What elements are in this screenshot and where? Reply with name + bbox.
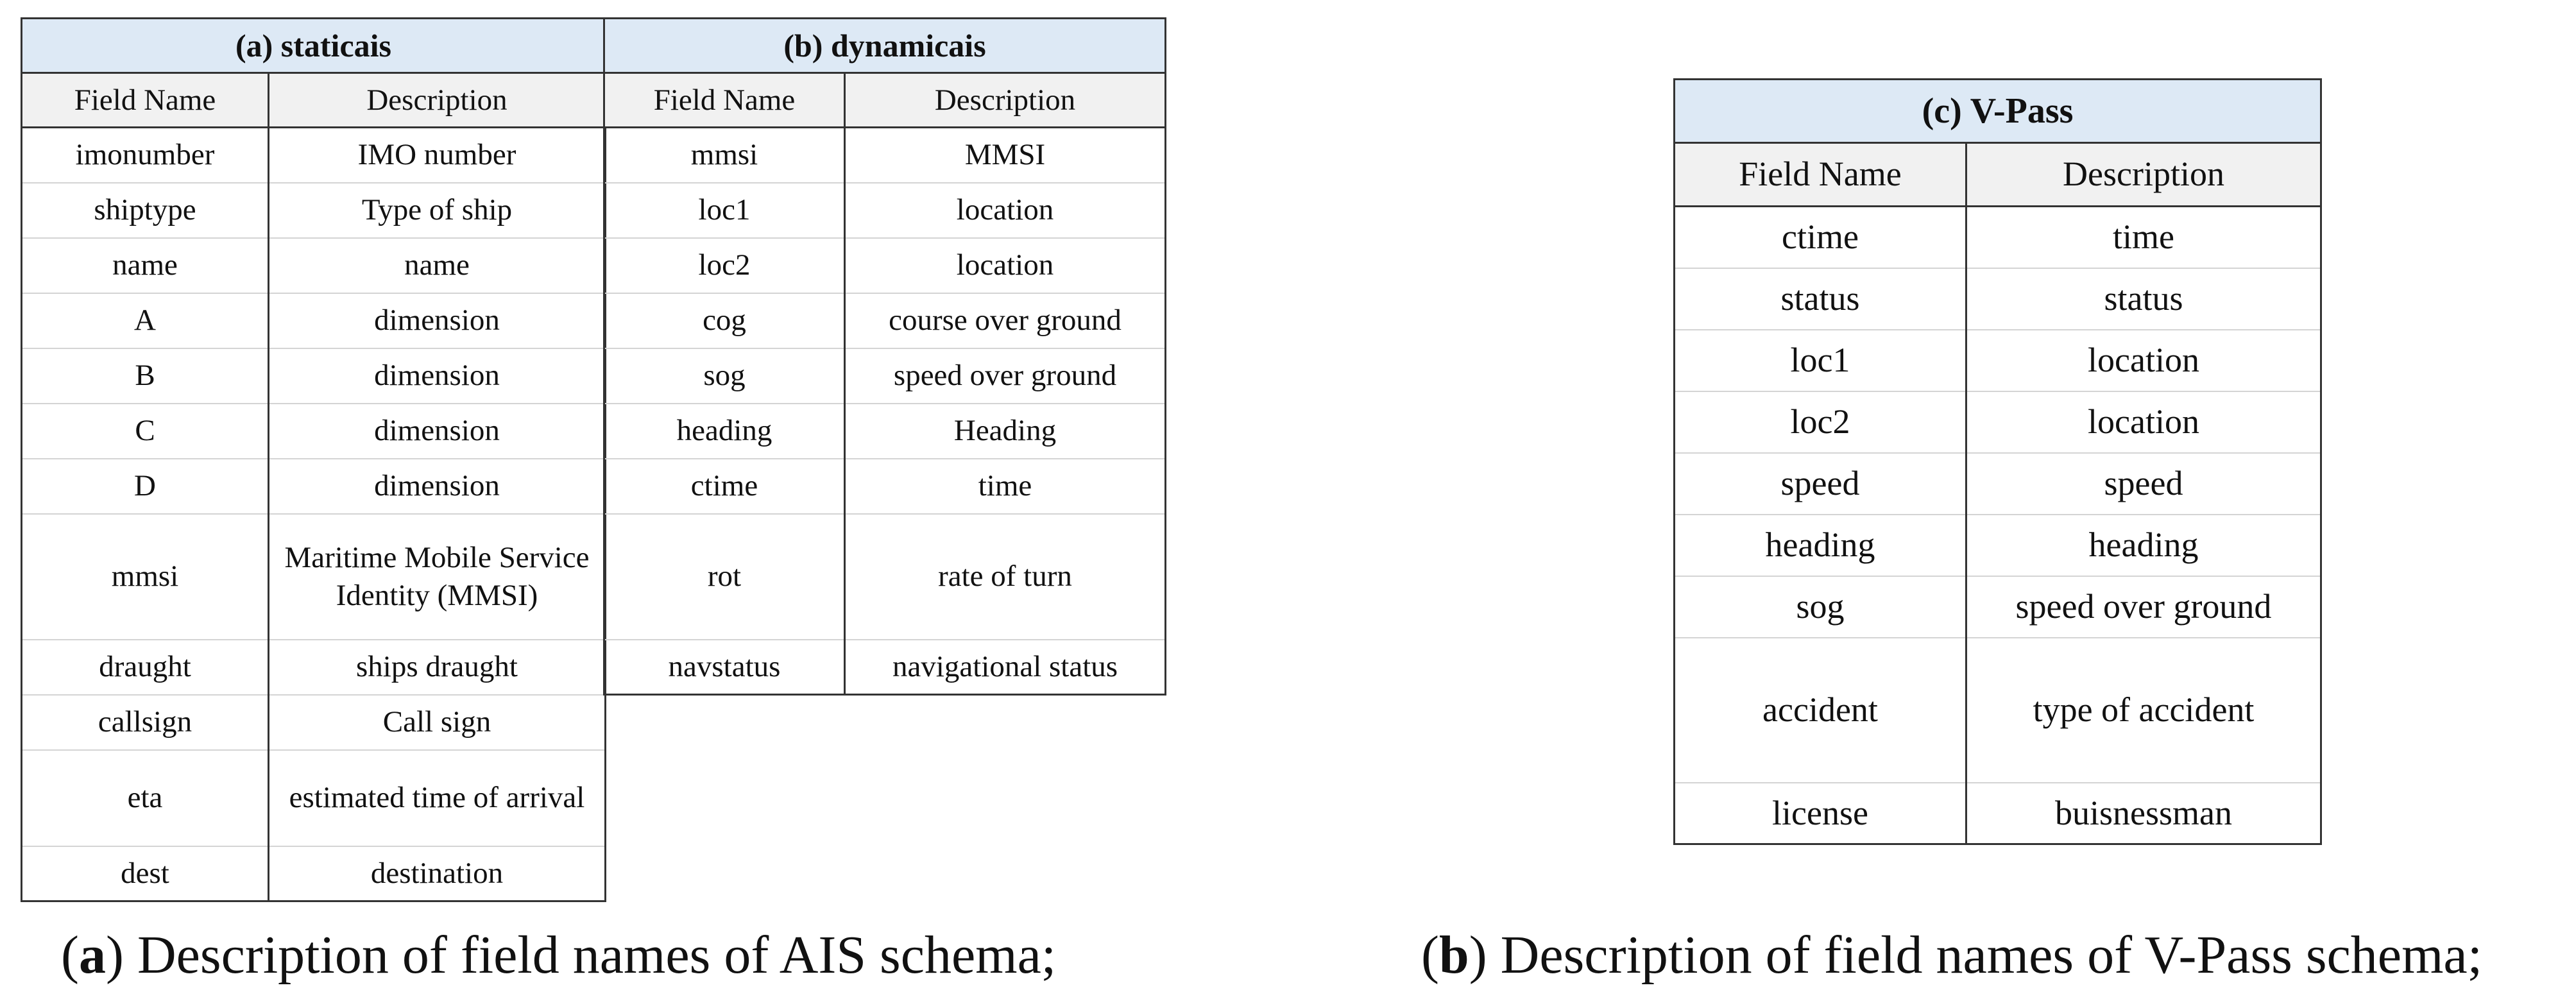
table-row	[1675, 576, 2321, 638]
field-name-cell: D	[22, 459, 269, 514]
table-row	[22, 238, 606, 293]
description-cell: time	[1966, 207, 2321, 268]
description-cell: dimension	[269, 459, 606, 514]
description-cell: location	[1966, 391, 2321, 453]
description-cell: dimension	[269, 348, 606, 404]
table-row	[604, 404, 1166, 459]
field-name-cell: A	[22, 293, 269, 348]
description-cell: location	[845, 183, 1166, 238]
field-name-cell: cog	[604, 293, 845, 348]
description-cell: ships draught	[269, 640, 606, 695]
description-cell: course over ground	[845, 293, 1166, 348]
table-row	[604, 640, 1166, 695]
table-title: (b) dynamicais	[604, 19, 1166, 73]
table-row	[1675, 207, 2321, 268]
description-cell: Heading	[845, 404, 1166, 459]
table-title: (c) V-Pass	[1675, 80, 2321, 143]
table-row	[1675, 453, 2321, 515]
description-cell: buisnessman	[1966, 783, 2321, 844]
field-name-cell: mmsi	[604, 128, 845, 183]
field-name-cell: rot	[604, 514, 845, 640]
table-row	[22, 514, 606, 640]
description-cell: MMSI	[845, 128, 1166, 183]
table-row	[604, 238, 1166, 293]
field-name-cell: mmsi	[22, 514, 269, 640]
field-name-cell: status	[1675, 268, 1966, 330]
table-row	[1675, 638, 2321, 783]
description-cell: Maritime Mobile Service Identity (MMSI)	[269, 514, 606, 640]
field-name-cell: eta	[22, 750, 269, 846]
field-name-cell: loc2	[604, 238, 845, 293]
field-name-cell: navstatus	[604, 640, 845, 695]
table-row	[22, 695, 606, 750]
table-row	[1675, 330, 2321, 391]
caption-vpass-schema: (b) Description of field names of V-Pass schema;	[1421, 925, 2483, 985]
description-cell: location	[845, 238, 1166, 293]
table-row	[604, 514, 1166, 640]
table-title: (a) staticais	[22, 19, 606, 73]
field-name-cell: C	[22, 404, 269, 459]
table-row	[1675, 515, 2321, 576]
caption-ais-schema: (a) Description of field names of AIS schema;	[61, 925, 1057, 985]
field-name-cell: draught	[22, 640, 269, 695]
description-cell: rate of turn	[845, 514, 1166, 640]
table-row	[22, 348, 606, 404]
description-cell: destination	[269, 846, 606, 901]
column-header-description: Description	[845, 73, 1166, 128]
description-cell: dimension	[269, 404, 606, 459]
staticais-table	[21, 17, 606, 902]
description-cell: estimated time of arrival	[269, 750, 606, 846]
column-header-field-name: Field Name	[1675, 143, 1966, 207]
table-row	[22, 640, 606, 695]
table-row	[22, 128, 606, 183]
table-row	[22, 846, 606, 901]
description-cell: navigational status	[845, 640, 1166, 695]
column-header-description: Description	[1966, 143, 2321, 207]
table-row	[22, 183, 606, 238]
caption-text: ) Description of field names of AIS schema;	[105, 925, 1057, 985]
table-row	[604, 348, 1166, 404]
field-name-cell: heading	[1675, 515, 1966, 576]
field-name-cell: imonumber	[22, 128, 269, 183]
field-name-cell: sog	[1675, 576, 1966, 638]
dynamicais-table	[603, 17, 1166, 696]
column-header-field-name: Field Name	[22, 73, 269, 128]
caption-text: ) Description of field names of V-Pass schema;	[1469, 925, 2483, 985]
description-cell: time	[845, 459, 1166, 514]
table-row	[22, 459, 606, 514]
field-name-cell: accident	[1675, 638, 1966, 783]
table-row	[1675, 783, 2321, 844]
field-name-cell: license	[1675, 783, 1966, 844]
description-cell: IMO number	[269, 128, 606, 183]
column-header-field-name: Field Name	[604, 73, 845, 128]
description-cell: Call sign	[269, 695, 606, 750]
description-cell: location	[1966, 330, 2321, 391]
description-cell: type of accident	[1966, 638, 2321, 783]
description-cell: Type of ship	[269, 183, 606, 238]
vpass-table	[1673, 78, 2322, 845]
table-row	[604, 293, 1166, 348]
column-header-description: Description	[269, 73, 606, 128]
field-name-cell: name	[22, 238, 269, 293]
field-name-cell: shiptype	[22, 183, 269, 238]
table-row	[604, 183, 1166, 238]
description-cell: heading	[1966, 515, 2321, 576]
field-name-cell: dest	[22, 846, 269, 901]
field-name-cell: loc1	[604, 183, 845, 238]
description-cell: speed over ground	[845, 348, 1166, 404]
description-cell: speed	[1966, 453, 2321, 515]
field-name-cell: ctime	[1675, 207, 1966, 268]
field-name-cell: loc1	[1675, 330, 1966, 391]
table-row	[22, 293, 606, 348]
table-row	[22, 404, 606, 459]
description-cell: name	[269, 238, 606, 293]
table-row	[1675, 391, 2321, 453]
table-row	[1675, 268, 2321, 330]
description-cell: dimension	[269, 293, 606, 348]
caption-label: b	[1438, 925, 1469, 985]
description-cell: status	[1966, 268, 2321, 330]
field-name-cell: callsign	[22, 695, 269, 750]
field-name-cell: B	[22, 348, 269, 404]
field-name-cell: sog	[604, 348, 845, 404]
field-name-cell: heading	[604, 404, 845, 459]
caption-label: a	[78, 925, 106, 985]
table-row	[604, 128, 1166, 183]
table-row	[604, 459, 1166, 514]
field-name-cell: ctime	[604, 459, 845, 514]
field-name-cell: speed	[1675, 453, 1966, 515]
table-row	[22, 750, 606, 846]
description-cell: speed over ground	[1966, 576, 2321, 638]
field-name-cell: loc2	[1675, 391, 1966, 453]
